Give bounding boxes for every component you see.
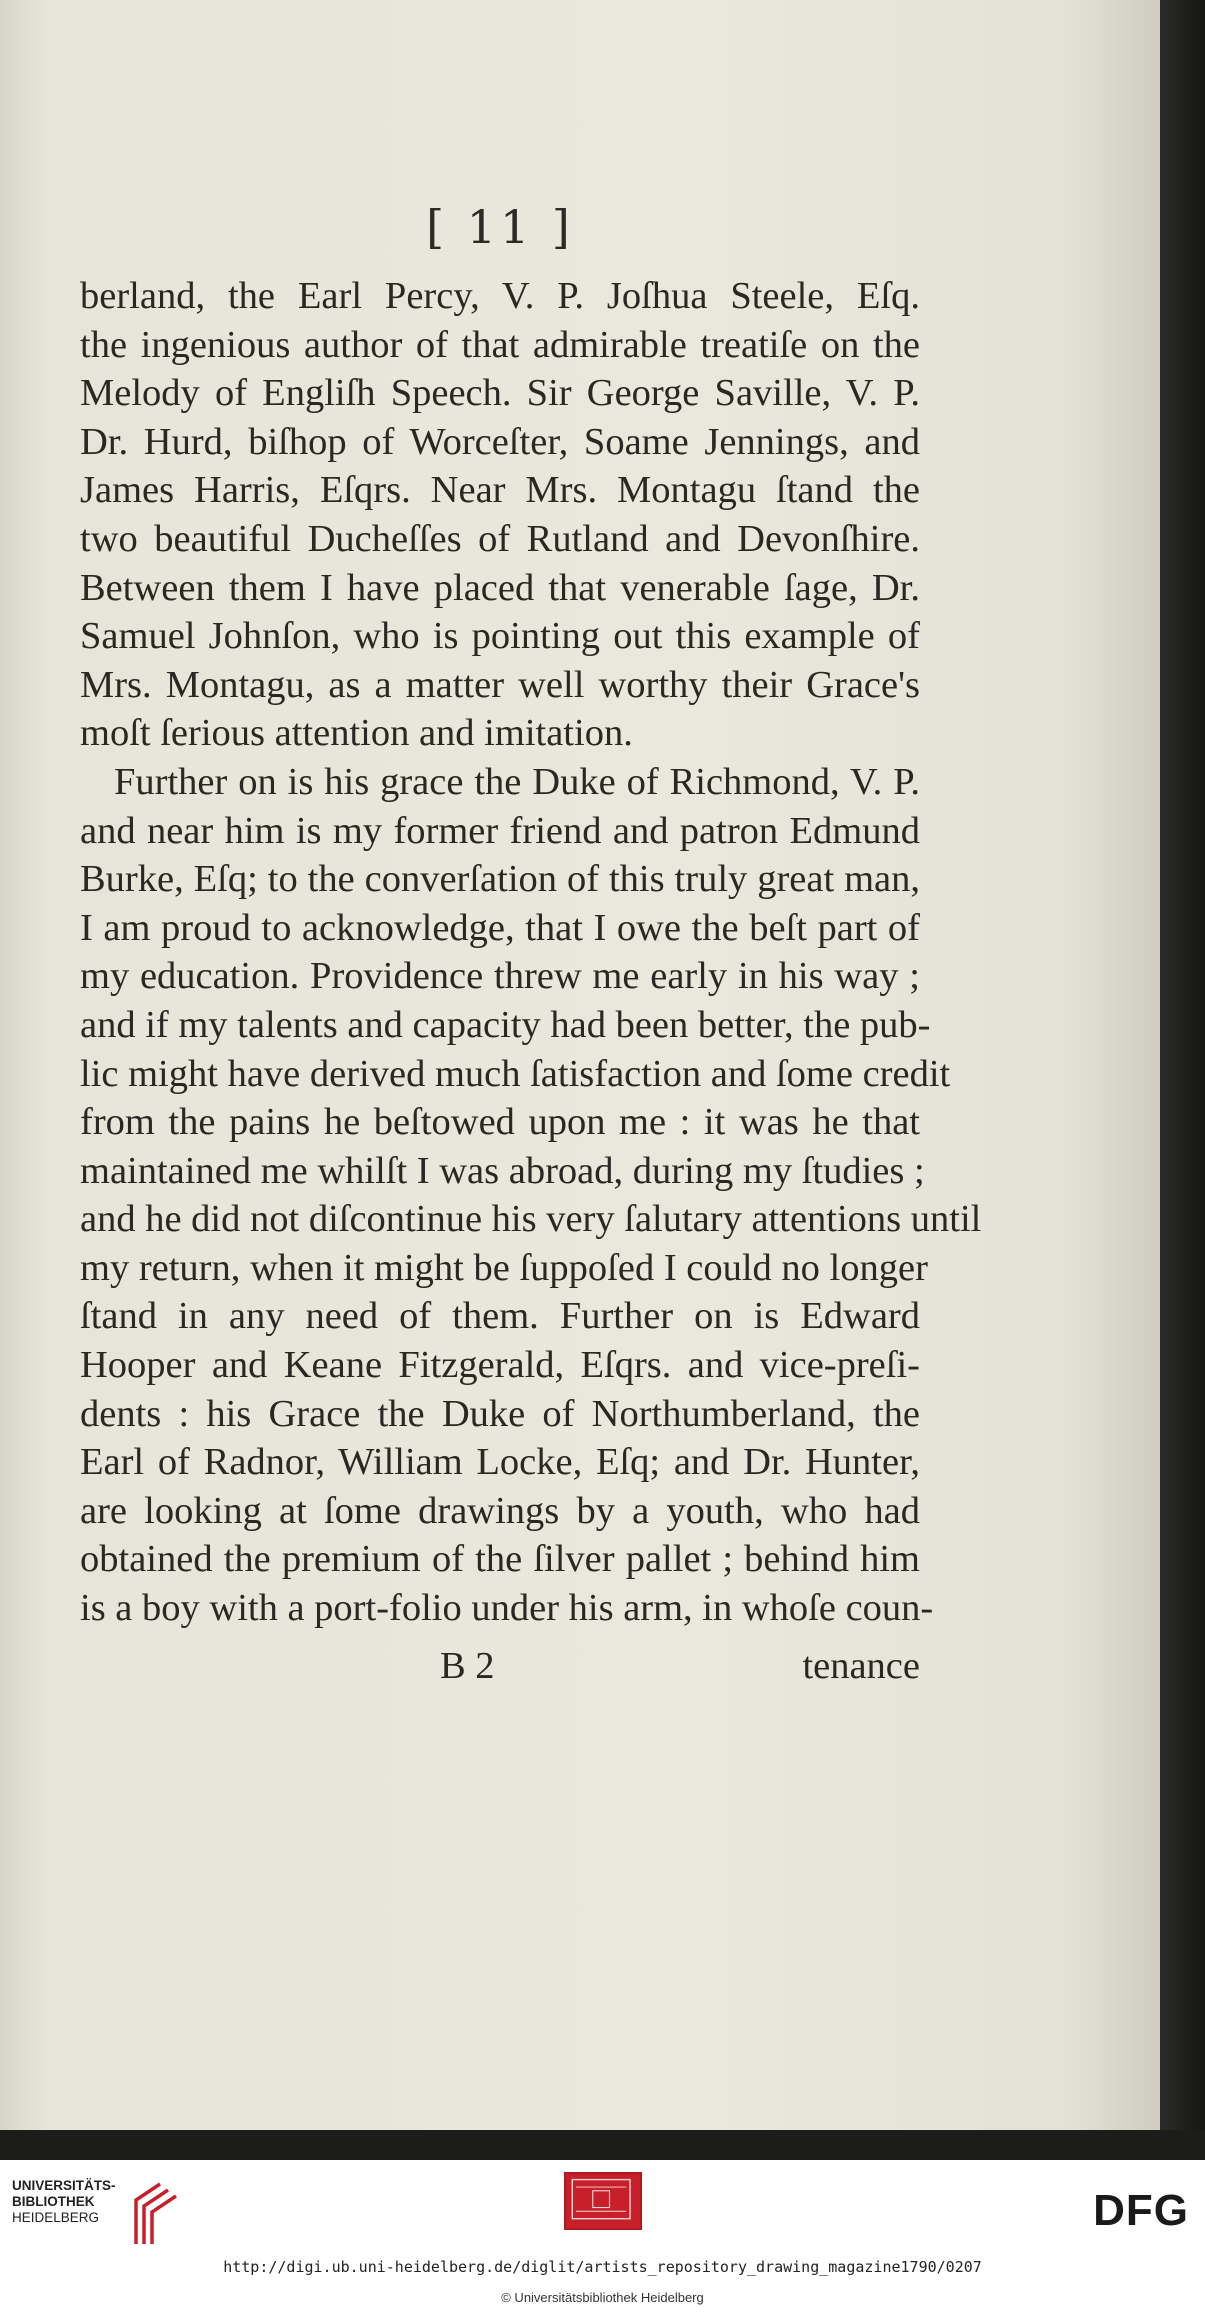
text-line: I am proud to acknowledge, that I owe the beſt part of [80, 906, 920, 949]
text-line: my return, when it might be ſuppoſed I could no longer [80, 1246, 928, 1289]
text-line: dents : his Grace the Duke of Northumberland, the [80, 1392, 920, 1435]
text-line: Further on is his grace the Duke of Richmond, V. P. [114, 760, 920, 803]
text-line: Melody of Engliſh Speech. Sir George Saville, V. P. [80, 372, 920, 415]
red-seal-icon [564, 2172, 642, 2230]
university-library-logo[interactable] [12, 2178, 172, 2248]
text-line: Mrs. Montagu, as a matter well worthy their Grace's [80, 663, 920, 706]
page-edge-shadow [1160, 0, 1205, 2160]
text-line: Burke, Eſq; to the converſation of this truly great man, [80, 858, 920, 901]
library-name-line1: UNIVERSITÄTS- [12, 2178, 116, 2193]
dfg-logo[interactable]: DFG [1093, 2186, 1189, 2235]
catchword: tenance [802, 1645, 920, 1687]
text-line: moſt ſerious attention and imitation. [80, 712, 633, 755]
text-line: berland, the Earl Percy, V. P. Joſhua Steele, Eſq. [80, 275, 920, 317]
body-text [80, 272, 982, 1633]
seal-pattern-icon [566, 2174, 640, 2228]
text-line: Dr. Hurd, biſhop of Worceſter, Soame Jennings, and [80, 420, 920, 463]
signature-mark: B 2 [440, 1645, 495, 1687]
text-line: ſtand in any need of them. Further on is Edward [80, 1295, 920, 1338]
library-name [12, 2178, 116, 2226]
text-line: are looking at ſome drawings by a youth, who had [80, 1489, 920, 1532]
text-line: maintained me whilſt I was abroad, during my ſtudies ; [80, 1149, 925, 1192]
permalink-url[interactable]: http://digi.ub.uni-heidelberg.de/diglit/artists_repository_drawing_magazine1790/0207 [223, 2258, 982, 2276]
text-line: from the pains he beſtowed upon me : it was he that [80, 1101, 920, 1144]
text-line: lic might have derived much ſatisfaction and ſome credit [80, 1052, 951, 1095]
copyright-notice: © Universitätsbibliothek Heidelberg [501, 2290, 704, 2305]
text-line: my education. Providence threw me early in his way ; [80, 955, 920, 998]
text-line: and near him is my former friend and patron Edmund [80, 809, 920, 852]
text-line: Between them I have placed that venerable ſage, Dr. [80, 566, 920, 609]
text-line: James Harris, Eſqrs. Near Mrs. Montagu ſtand the [80, 469, 920, 512]
text-line: Samuel Johnſon, who is pointing out this example of [80, 615, 920, 658]
text-line: obtained the premium of the ſilver pallet ; behind him [80, 1538, 920, 1581]
page-number: [ 11 ] [426, 200, 574, 254]
page-footer [80, 1644, 920, 1692]
page-bottom-shadow [0, 2130, 1205, 2160]
text-line: and he did not diſcontinue his very ſalutary attentions until [80, 1198, 982, 1241]
text-line: two beautiful Ducheſſes of Rutland and Devonſhire. [80, 517, 920, 560]
text-line: and if my talents and capacity had been better, the pub- [80, 1003, 931, 1046]
library-emblem-icon [130, 2180, 178, 2246]
text-line: Hooper and Keane Fitzgerald, Eſqrs. and vice-preſi- [80, 1344, 920, 1387]
text-line: Earl of Radnor, William Locke, Eſq; and Dr. Hunter, [80, 1441, 920, 1484]
text-line: is a boy with a port-folio under his arm, in whoſe coun- [80, 1587, 934, 1630]
library-name-line2: BIBLIOTHEK [12, 2194, 95, 2209]
text-line: the ingenious author of that admirable treatiſe on the [80, 323, 920, 366]
library-name-line3: HEIDELBERG [12, 2210, 100, 2225]
